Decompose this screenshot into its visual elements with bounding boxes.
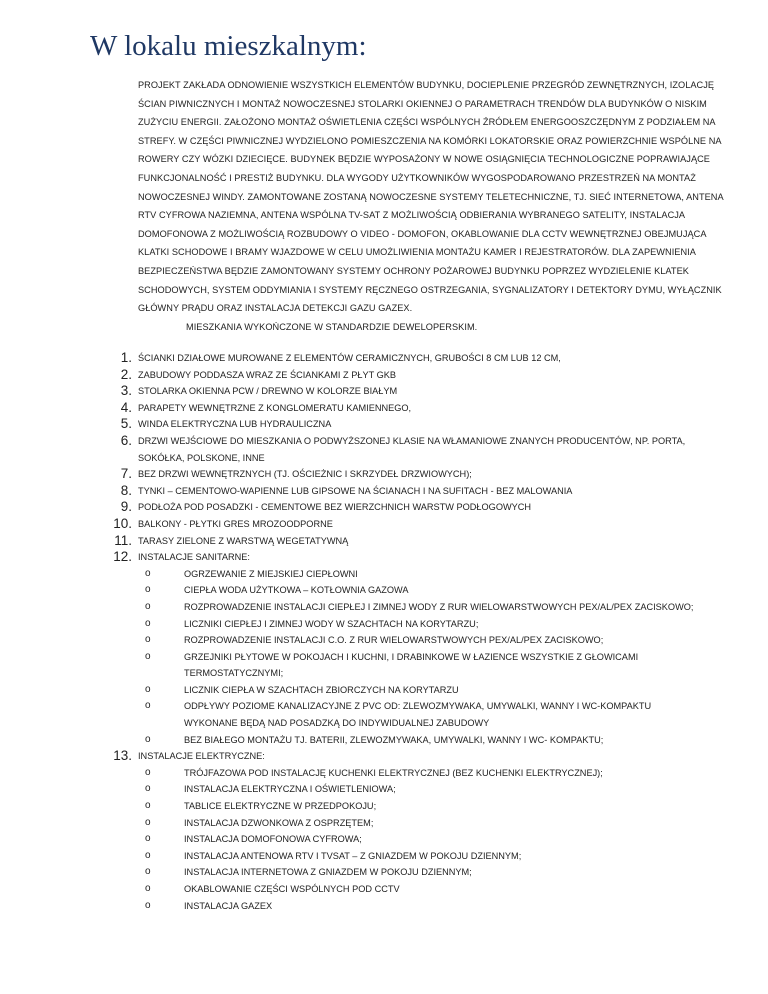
list-item xyxy=(0,483,728,500)
list-item xyxy=(0,466,728,483)
list-text: BEZ DRZWI WEWNĘTRZNYCH (TJ. OŚCIEŻNIC I SKRZYDEŁ DRZWIOWYCH); xyxy=(138,469,472,480)
intro-text: PROJEKT ZAKŁADA ODNOWIENIE WSZYSTKICH ELEMENTÓW BUDYNKU, DOCIEPLENIE PRZEGRÓD ZEWNĘTRZNYCH, IZOLACJĘ ŚCIAN PIWNICZNYCH I MONTAŻ NOWOCZESNEJ STOLARKI OKIENNEJ O PARAMETRACH TRENDÓW DLA BUDYNKÓW O NISKIM ZUŻYCIU ENERGII. ZAŁOŻONO MONTAŻ OŚWIETLENIA CZĘŚCI WSPÓLNYCH ŹRÓDŁEM ENERGOOSZCZĘDNYM Z PODZIAŁEM NA STREFY. W CZĘŚCI PIWNICZNEJ WYDZIELONO POMIESZCZENIA NA KOMÓRKI LOKATORSKIE ORAZ POWIERZCHNIE WSPÓLNE NA ROWERY CZY WÓZKI DZIECIĘCE. BUDYNEK BĘDZIE WYPOSAŻONY W NOWE OSIĄGNIĘCIA TECHNOLOGICZNE POPRAWIAJĄCE FUNKCJONALNOŚĆ I PRESTIŻ BUDYNKU. DLA WYGODY UŻYTKOWNIKÓW WYGOSPODAROWANO PRZESTRZEŃ NA MONTAŻ NOWOCZESNEJ WINDY. ZAMONTOWANE ZOSTANĄ NOWOCZESNE SYSTEMY TELETECHNICZNE, TJ. SIEĆ INTERNETOWA, ANTENA RTV CYFROWA NAZIEMNA, ANTENA WSPÓLNA TV-SAT Z MOŻLIWOŚCIĄ ODBIERANIA WYBRANEGO SATELITY, INSTALACJA DOMOFONOWA Z MOŻLIWOŚCIĄ ROZBUDOWY O VIDEO - DOMOFON, OKABLOWANIE DLA CCTV WEWNĘTRZNEJ OBEJMUJĄCA KLATKI SCHODOWE I BRAMY WJAZDOWE W CELU UMOŻLIWIENIA MONTAŻU KAMER I REJESTRATORÓW. DLA ZAPEWNIENIA BEZPIECZEŃSTWA BĘDZIE ZAMONTOWANY SYSTEMY OCHRONY POŻAROWEJ BUDYNKU POPRZEZ WYDZIELENIE KLATEK SCHODOWYCH, SYSTEM ODDYMIANIA I SYSTEMY RĘCZNEGO OSTRZEGANIA, SYGNALIZATORY I DETEKTORY DYMU, WYŁĄCZNIK GŁÓWNY PRĄDU ORAZ INSTALACJA DETEKCJI GAZU GAZEX. xyxy=(138,80,724,314)
sublist-item: o ROZPROWADZENIE INSTALACJI C.O. Z RUR WIELOWARSTWOWYCH PEX/AL/PEX ZACISKOWO; xyxy=(138,632,704,649)
bullet-icon: o xyxy=(145,883,151,894)
page-title: W lokalu mieszkalnym: xyxy=(90,30,367,62)
list-number: 11. xyxy=(114,532,132,548)
bullet-icon: o xyxy=(145,816,151,828)
list-number: 8. xyxy=(120,482,132,498)
bullet-icon: o xyxy=(145,617,151,629)
bullet-icon: o xyxy=(145,600,151,612)
list-item xyxy=(0,516,728,533)
list-number: 12. xyxy=(113,549,132,565)
list-number: 6. xyxy=(120,432,132,448)
sublist-item: o ODPŁYWY POZIOME KANALIZACYJNE Z PVC OD: ZLEWOZMYWAKA, UMYWALKI, WANNY I WC-KOMPAKTU WYKONANE BĘDĄ NAD POSADZKĄ DO INDYWIDUALNEJ ZABUDOWY xyxy=(145,700,652,729)
sublist-item: o TABLICE ELEKTRYCZNE W PRZEDPOKOJU; xyxy=(138,798,704,815)
bullet-icon: o xyxy=(145,800,151,812)
bullet-icon: o xyxy=(145,700,151,712)
sublist-item: o CIEPŁA WODA UŻYTKOWA – KOTŁOWNIA GAZOWA xyxy=(138,582,704,599)
sublist-item: o INSTALACJA DOMOFONOWA CYFROWA; xyxy=(138,831,704,848)
list-number: 3. xyxy=(120,383,132,399)
intro-closing: MIESZKANIA WYKOŃCZONE W STANDARDZIE DEWELOPERSKIM. xyxy=(186,321,478,332)
bullet-icon: o xyxy=(145,766,151,778)
list-item xyxy=(0,383,728,400)
sublist-item: o TRÓJFAZOWA POD INSTALACJĘ KUCHENKI ELEKTRYCZNEJ (BEZ KUCHENKI ELEKTRYCZNEJ); xyxy=(138,765,704,782)
sublist-item: o OGRZEWANIE Z MIEJSKIEJ CIEPŁOWNI xyxy=(138,566,704,583)
bullet-icon: o xyxy=(145,634,151,646)
bullet-icon: o xyxy=(145,567,151,579)
sublist-item: o INSTALACJA DZWONKOWA Z OSPRZĘTEM; xyxy=(138,815,704,832)
list-text: BALKONY - PŁYTKI GRES MROZOODPORNE xyxy=(138,518,333,529)
list-number: 1. xyxy=(120,350,132,365)
sanitary-sublist xyxy=(138,566,728,749)
bullet-icon: o xyxy=(145,733,151,745)
list-text: ZABUDOWY PODDASZA WRAZ ZE ŚCIANKAMI Z PŁYT GKB xyxy=(138,369,396,380)
sublist-item: o ROZPROWADZENIE INSTALACJI CIEPŁEJ I ZIMNEJ WODY Z RUR WIELOWARSTWOWYCH PEX/AL/PEX ZACISKOWO; xyxy=(138,599,704,616)
list-item-sanitary xyxy=(0,549,728,748)
list-number: 9. xyxy=(120,499,132,515)
list-item xyxy=(0,499,728,516)
list-item xyxy=(0,433,728,466)
list-text: INSTALACJE SANITARNE: xyxy=(138,552,250,563)
list-item xyxy=(0,533,728,550)
list-item xyxy=(0,367,728,384)
list-text: TYNKI – CEMENTOWO-WAPIENNE LUB GIPSOWE NA ŚCIANACH I NA SUFITACH - BEZ MALOWANIA xyxy=(138,485,573,496)
list-text: TARASY ZIELONE Z WARSTWĄ WEGETATYWNĄ xyxy=(138,535,349,546)
bullet-icon: o xyxy=(145,833,151,845)
list-text: DRZWI WEJŚCIOWE DO MIESZKANIA O PODWYŻSZONEJ KLASIE NA WŁAMANIOWE ZNANYCH PRODUCENTÓW, NP. PORTA, SOKÓŁKA, POLSKONE, INNE xyxy=(138,435,686,463)
sublist-item: o INSTALACJA ELEKTRYCZNA I OŚWIETLENIOWA; xyxy=(138,781,704,798)
list-text: ŚCIANKI DZIAŁOWE MUROWANE Z ELEMENTÓW CERAMICZNYCH, GRUBOŚCI 8 CM LUB 12 CM, xyxy=(138,353,561,363)
bullet-icon: o xyxy=(145,899,151,911)
list-number: 7. xyxy=(120,466,132,482)
electrical-sublist xyxy=(138,765,728,914)
list-item xyxy=(0,350,728,367)
list-number: 10. xyxy=(113,515,132,531)
list-text: PARAPETY WEWNĘTRZNE Z KONGLOMERATU KAMIENNEGO, xyxy=(138,402,412,413)
list-item xyxy=(0,416,728,433)
bullet-icon: o xyxy=(145,783,151,795)
bullet-icon: o xyxy=(145,683,151,695)
list-text: INSTALACJE ELEKTRYCZNE: xyxy=(138,751,265,762)
sublist-item: o GRZEJNIKI PŁYTOWE W POKOJACH I KUCHNI, I DRABINKOWE W ŁAZIENCE WSZYSTKIE Z GŁOWICAMI TERMOSTATYCZNYMI; xyxy=(145,650,639,679)
sublist-item: o LICZNIK CIEPŁA W SZACHTACH ZBIORCZYCH NA KORYTARZU xyxy=(138,682,704,699)
bullet-icon: o xyxy=(145,650,151,662)
intro-paragraph xyxy=(138,76,738,336)
bullet-icon: o xyxy=(145,866,151,878)
list-item-electrical xyxy=(0,748,728,914)
list-text: STOLARKA OKIENNA PCW / DREWNO W KOLORZE BIAŁYM xyxy=(138,386,398,397)
sublist-item: o BEZ BIAŁEGO MONTAŻU TJ. BATERII, ZLEWOZMYWAKA, UMYWALKI, WANNY I WC- KOMPAKTU; xyxy=(138,732,704,749)
sublist-item: o INSTALACJA INTERNETOWA Z GNIAZDEM W POKOJU DZIENNYM; xyxy=(138,864,704,881)
bullet-icon: o xyxy=(145,849,151,861)
list-number: 5. xyxy=(120,416,132,432)
sublist-item: o INSTALACJA GAZEX xyxy=(138,898,704,915)
sublist-item: o OKABLOWANIE CZĘŚCI WSPÓLNYCH POD CCTV xyxy=(138,881,704,898)
list-item xyxy=(0,400,728,417)
list-text: PODŁOŻA POD POSADZKI - CEMENTOWE BEZ WIERZCHNICH WARSTW PODŁOGOWYCH xyxy=(138,502,532,513)
bullet-icon: o xyxy=(145,584,151,596)
list-number: 4. xyxy=(120,399,132,415)
list-number: 13. xyxy=(113,748,132,764)
list-number: 2. xyxy=(120,366,132,382)
list-text: WINDA ELEKTRYCZNA LUB HYDRAULICZNA xyxy=(138,419,332,430)
sublist-item: o INSTALACJA ANTENOWA RTV I TVSAT – Z GNIAZDEM W POKOJU DZIENNYM; xyxy=(138,848,704,865)
numbered-list xyxy=(0,350,768,914)
sublist-item: o LICZNIKI CIEPŁEJ I ZIMNEJ WODY W SZACHTACH NA KORYTARZU; xyxy=(138,616,704,633)
